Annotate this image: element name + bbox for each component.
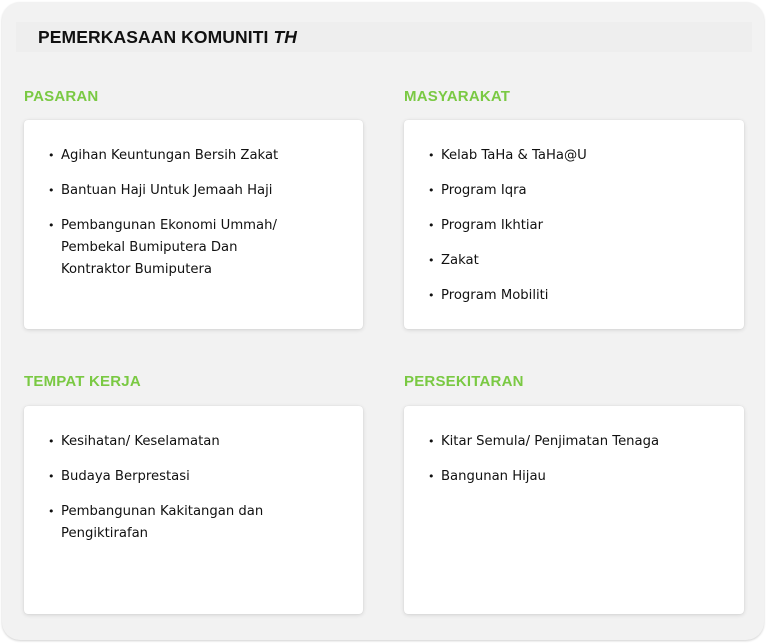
list-item: • Program Mobiliti xyxy=(428,285,728,307)
section-heading-tempat-kerja: TEMPAT KERJA xyxy=(24,373,141,390)
section-heading-pasaran: PASARAN xyxy=(24,88,99,105)
bullet-icon: • xyxy=(428,470,435,483)
bullet-icon: • xyxy=(428,435,435,448)
list-item: • Program Ikhtiar xyxy=(428,215,728,237)
list-item: • Kitar Semula/ Penjimatan Tenaga xyxy=(428,431,728,453)
bullet-icon: • xyxy=(48,505,55,518)
bullet-icon: • xyxy=(428,289,435,302)
list-item: • Zakat xyxy=(428,250,728,272)
list-item: • Agihan Keuntungan Bersih Zakat xyxy=(48,145,348,167)
list-masyarakat xyxy=(428,145,728,320)
list-tempat-kerja xyxy=(48,431,348,558)
list-item: • Budaya Berprestasi xyxy=(48,466,348,488)
bullet-icon: • xyxy=(48,435,55,448)
bullet-icon: • xyxy=(428,149,435,162)
page-title-italic: TH xyxy=(273,27,297,47)
page-title-main: PEMERKASAAN KOMUNITI xyxy=(38,27,269,47)
section-heading-persekitaran: PERSEKITARAN xyxy=(404,373,524,390)
list-item: • Pembangunan Ekonomi Ummah/ Pembekal Bumiputera Dan Kontraktor Bumiputera xyxy=(48,215,306,281)
bullet-icon: • xyxy=(48,470,55,483)
card-persekitaran xyxy=(404,406,744,614)
list-item: • Kelab TaHa & TaHa@U xyxy=(428,145,728,167)
list-item: • Bangunan Hijau xyxy=(428,466,728,488)
list-item: • Kesihatan/ Keselamatan xyxy=(48,431,348,453)
list-item: • Pembangunan Kakitangan dan Pengiktirafan xyxy=(48,501,311,545)
bullet-icon: • xyxy=(428,219,435,232)
bullet-icon: • xyxy=(48,184,55,197)
bullet-icon: • xyxy=(48,149,55,162)
list-persekitaran xyxy=(428,431,728,501)
list-item: • Bantuan Haji Untuk Jemaah Haji xyxy=(48,180,348,202)
page-title xyxy=(38,27,297,48)
card-masyarakat xyxy=(404,120,744,329)
section-heading-masyarakat: MASYARAKAT xyxy=(404,88,511,105)
list-item: • Program Iqra xyxy=(428,180,728,202)
bullet-icon: • xyxy=(48,219,55,232)
card-tempat-kerja xyxy=(24,406,363,614)
bullet-icon: • xyxy=(428,184,435,197)
bullet-icon: • xyxy=(428,254,435,267)
list-pasaran xyxy=(48,145,348,294)
card-pasaran xyxy=(24,120,363,329)
